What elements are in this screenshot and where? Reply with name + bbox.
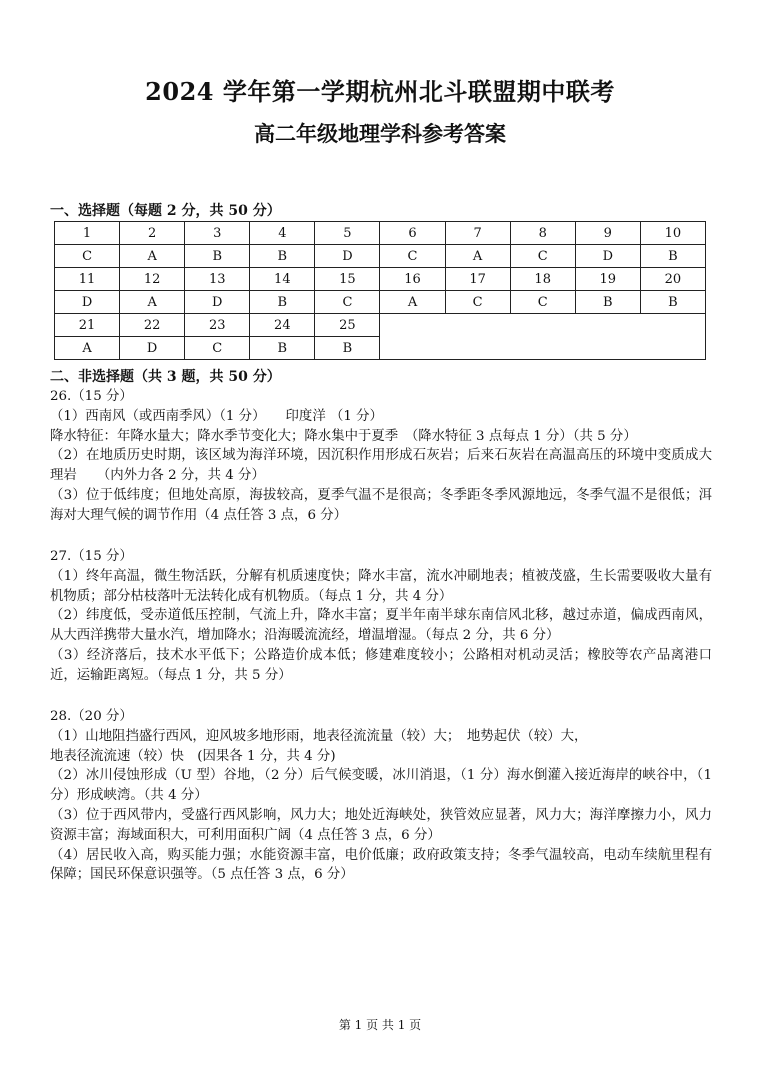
- answer-cell: B: [185, 245, 250, 268]
- answer-cell: C: [55, 245, 120, 268]
- question-number-row: [55, 268, 706, 291]
- answer-cell: A: [120, 291, 185, 314]
- question-number-cell: 22: [120, 314, 185, 337]
- answer-cell: C: [315, 291, 380, 314]
- answer-cell: A: [380, 291, 445, 314]
- q27-part2: （2）纬度低，受赤道低压控制，气流上升，降水丰富；夏半年南半球东南信风北移，越过赤道，偏成西南风，从大西洋携带大量水汽，增加降水；沿海暖流流经，增温增湿。（每点 2 分，共 6 分）: [50, 608, 712, 644]
- question-number-cell: 21: [55, 314, 120, 337]
- answer-cell: C: [445, 291, 510, 314]
- q26-part2: （2）在地质历史时期，该区域为海洋环境，因沉积作用形成石灰岩；后来石灰岩在高温高压的环境中变质成大理岩 （内外力各 2 分，共 4 分）: [50, 448, 712, 484]
- question-number-cell: 1: [55, 222, 120, 245]
- question-number-cell: 13: [185, 268, 250, 291]
- answer-cell: B: [250, 337, 315, 360]
- answer-cell: C: [510, 245, 575, 268]
- question-number-cell: 20: [640, 268, 705, 291]
- question-number-cell: 7: [445, 222, 510, 245]
- q28-part1a: （1）山地阻挡盛行西风，迎风坡多地形雨，地表径流流量（较）大； 地势起伏（较）大，: [50, 728, 588, 744]
- answer-cell: A: [445, 245, 510, 268]
- question-28: [50, 707, 712, 885]
- question-number-cell: 12: [120, 268, 185, 291]
- question-number-cell: 24: [250, 314, 315, 337]
- section1-heading: 一、选择题（每题 2 分，共 50 分）: [50, 203, 281, 219]
- answer-cell: B: [575, 291, 640, 314]
- answer-cell: B: [250, 291, 315, 314]
- answer-cell: A: [120, 245, 185, 268]
- answer-table: [54, 221, 706, 360]
- question-number-cell: 8: [510, 222, 575, 245]
- question-number-cell: 16: [380, 268, 445, 291]
- empty-cell: [380, 314, 706, 360]
- question-number-cell: 23: [185, 314, 250, 337]
- section2-heading: 二、非选择题（共 3 题，共 50 分）: [50, 369, 281, 385]
- question-number-cell: 15: [315, 268, 380, 291]
- q26-part1: （1）西南风（或西南季风）（1 分） 印度洋 （1 分）: [50, 408, 383, 424]
- q26-rain-feature: 降水特征：年降水量大；降水季节变化大；降水集中于夏季 （降水特征 3 点每点 1 分）（共 5 分）: [50, 428, 637, 444]
- question-number-cell: 2: [120, 222, 185, 245]
- q27-part3: （3）经济落后，技术水平低下；公路造价成本低；修建难度较小；公路相对机动灵活；橡胶等农产品离港口近，运输距离短。（每点 1 分，共 5 分）: [50, 647, 712, 683]
- answer-cell: B: [640, 291, 705, 314]
- answer-cell: D: [185, 291, 250, 314]
- q28-part4: （4）居民收入高，购买能力强；水能资源丰富，电价低廉；政府政策支持；冬季气温较高，电动车续航里程有保障；国民环保意识强等。（5 点任答 3 点，6 分）: [50, 847, 712, 883]
- answer-row: [55, 245, 706, 268]
- answer-cell: C: [510, 291, 575, 314]
- answer-row: [55, 291, 706, 314]
- question-number-row: [55, 222, 706, 245]
- page-footer: 第 1 页 共 1 页: [338, 1018, 422, 1032]
- question-number-cell: 18: [510, 268, 575, 291]
- q28-part1b: 地表径流流速（较）快 (因果各 1 分，共 4 分): [50, 748, 336, 764]
- question-number-cell: 4: [250, 222, 315, 245]
- question-number-cell: 6: [380, 222, 445, 245]
- page-title: 2024 学年第一学期杭州北斗联盟期中联考: [145, 77, 615, 106]
- q28-header: 28.（20 分）: [50, 709, 133, 724]
- answer-cell: B: [250, 245, 315, 268]
- q27-part1: （1）终年高温，微生物活跃，分解有机质速度快；降水丰富，流水冲刷地表；植被茂盛，生长需要吸收大量有机物质；部分枯枝落叶无法转化成有机物质。（每点 1 分，共 4 分）: [50, 568, 712, 604]
- answer-cell: D: [120, 337, 185, 360]
- question-number-cell: 11: [55, 268, 120, 291]
- q27-header: 27.（15 分）: [50, 549, 133, 564]
- question-number-cell: 25: [315, 314, 380, 337]
- question-number-cell: 3: [185, 222, 250, 245]
- answer-cell: D: [315, 245, 380, 268]
- question-number-cell: 5: [315, 222, 380, 245]
- question-27: [50, 547, 712, 686]
- answer-cell: D: [575, 245, 640, 268]
- question-number-cell: 14: [250, 268, 315, 291]
- question-number-cell: 10: [640, 222, 705, 245]
- answer-cell: B: [315, 337, 380, 360]
- question-number-cell: 9: [575, 222, 640, 245]
- answer-cell: C: [380, 245, 445, 268]
- question-26: [50, 387, 712, 526]
- answer-cell: A: [55, 337, 120, 360]
- question-number-row: [55, 314, 706, 337]
- q26-header: 26.（15 分）: [50, 389, 133, 404]
- page-subtitle: 高二年级地理学科参考答案: [254, 121, 506, 146]
- answer-cell: D: [55, 291, 120, 314]
- question-number-cell: 17: [445, 268, 510, 291]
- answer-cell: B: [640, 245, 705, 268]
- q28-part2: （2）冰川侵蚀形成（U 型）谷地，（2 分）后气候变暖，冰川消退，（1 分）海水倒灌入接近海岸的峡谷中，（1 分）形成峡湾。（共 4 分）: [50, 768, 712, 804]
- answer-cell: C: [185, 337, 250, 360]
- question-number-cell: 19: [575, 268, 640, 291]
- q28-part3: （3）位于西风带内，受盛行西风影响，风力大；地处近海峡处，狭管效应显著，风力大；海洋摩擦力小，风力资源丰富；海域面积大，可利用面积广阔（4 点任答 3 点，6 分）: [50, 807, 712, 843]
- q26-part3: （3）位于低纬度；但地处高原，海拔较高，夏季气温不是很高；冬季距冬季风源地远，冬季气温不是很低；洱海对大理气候的调节作用（4 点任答 3 点，6 分）: [50, 487, 712, 523]
